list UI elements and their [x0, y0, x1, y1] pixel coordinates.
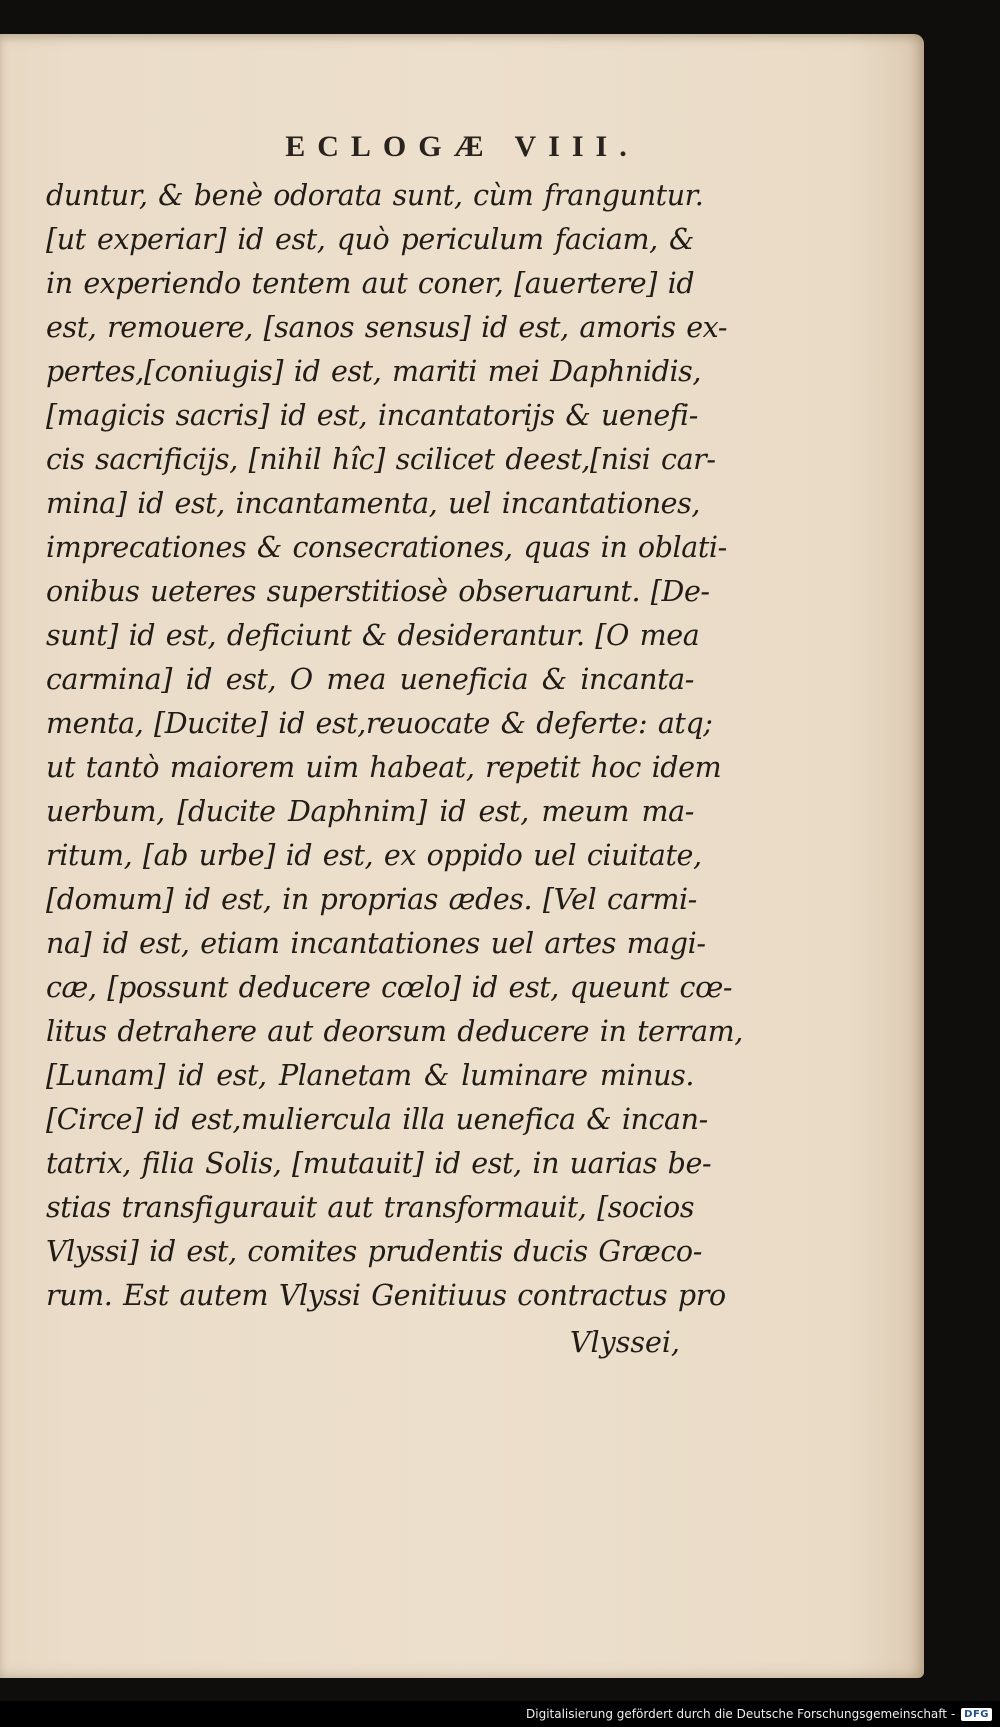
text-line: carmina] id est, O mea ueneficia & incanta- [46, 663, 694, 696]
funding-credit: Digitalisierung gefördert durch die Deutsche Forschungsgemeinschaft - [526, 1707, 956, 1721]
text-line: onibus ueteres superstitiosè obseruarunt. [De- [46, 575, 710, 608]
text-line: ritum, [ab urbe] id est, ex oppido uel ciuitate, [46, 839, 702, 872]
text-line: Vlyssi] id est, comites prudentis ducis Græco- [46, 1235, 702, 1268]
text-line: litus detrahere aut deorsum deducere in terram, [46, 1015, 743, 1048]
text-line: cis sacrificijs, [nihil hîc] scilicet deest,[nisi car- [46, 443, 716, 476]
dfg-logo-icon: DFG [961, 1708, 992, 1721]
text-line: duntur, & benè odorata sunt, cùm franguntur. [46, 179, 704, 212]
text-line: [Lunam] id est, Planetam & luminare minus. [46, 1059, 694, 1092]
text-line: rum. Est autem Vlyssi Genitiuus contractus pro [46, 1279, 726, 1312]
catchword: Vlyssei, [569, 1326, 680, 1359]
book-page [0, 34, 924, 1678]
text-line: stias transfigurauit aut transformauit, [socios [46, 1191, 695, 1224]
text-line: sunt] id est, deficiunt & desiderantur. [O mea [46, 619, 700, 652]
running-head: ECLOGÆ VIII. [285, 130, 639, 163]
text-line: est, remouere, [sanos sensus] id est, amoris ex- [46, 311, 728, 344]
text-line: uerbum, [ducite Daphnim] id est, meum ma- [46, 795, 694, 828]
text-line: cæ, [possunt deducere cœlo] id est, queunt cœ- [46, 971, 733, 1004]
text-line: [Circe] id est,muliercula illa uenefica & incan- [46, 1103, 708, 1136]
text-line: in experiendo tentem aut coner, [auertere] id [46, 267, 695, 300]
body-text [46, 174, 743, 1318]
text-line: pertes,[coniugis] id est, mariti mei Daphnidis, [46, 355, 702, 388]
text-line: ut tantò maiorem uim habeat, repetit hoc idem [46, 751, 722, 784]
text-line: mina] id est, incantamenta, uel incantationes, [46, 487, 701, 520]
text-line: tatrix, filia Solis, [mutauit] id est, in uarias be- [46, 1147, 712, 1180]
text-line: menta, [Ducite] id est,reuocate & deferte: atq; [46, 707, 713, 740]
text-line: [ut experiar] id est, quò periculum faciam, & [46, 223, 694, 256]
text-line: [magicis sacris] id est, incantatorijs & uenefi- [46, 399, 698, 432]
text-line: [domum] id est, in proprias ædes. [Vel carmi- [46, 883, 697, 916]
text-line: imprecationes & consecrationes, quas in oblati- [46, 531, 727, 564]
digitization-footer [0, 1701, 1000, 1727]
text-line: na] id est, etiam incantationes uel artes magi- [46, 927, 706, 960]
